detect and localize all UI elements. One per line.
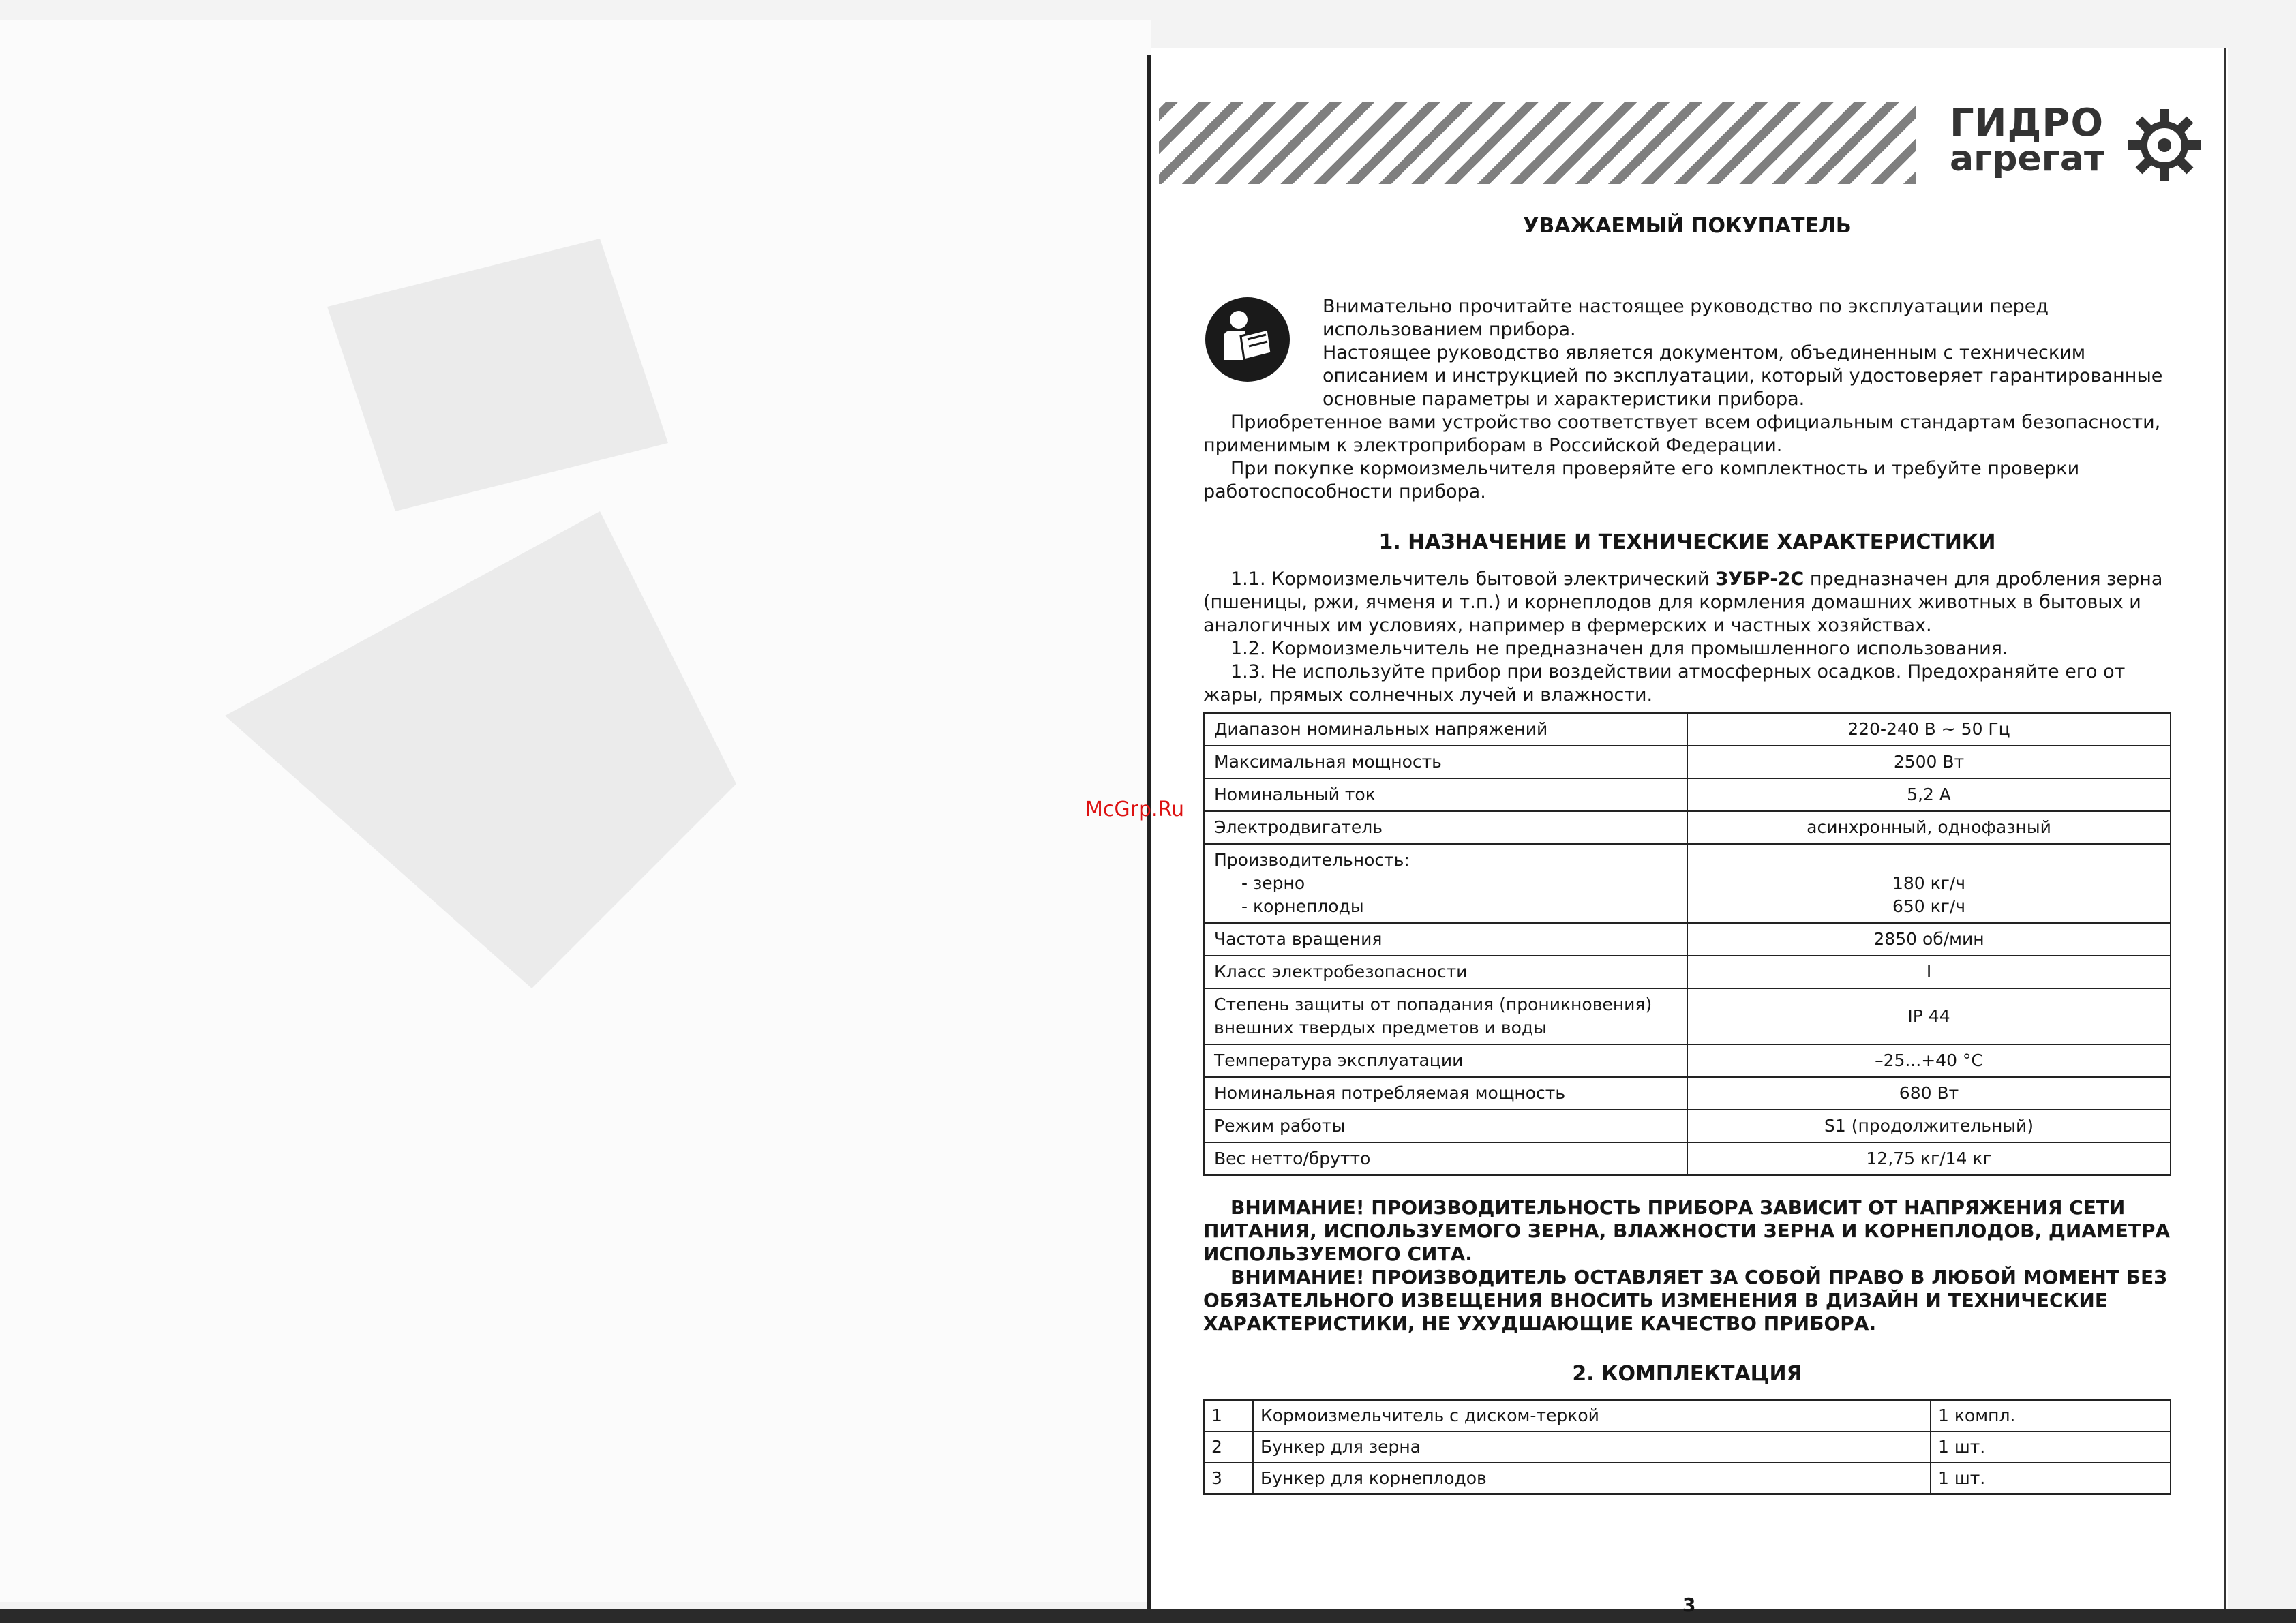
spec-value: 2500 Вт bbox=[1687, 746, 2171, 778]
section-1-para-3: 1.3. Не используйте прибор при воздействии атмосферных осадков. Предохраняйте его от жары, прямых солнечных лучей и влажности. bbox=[1203, 661, 2126, 706]
kit-item: Бункер для зерна bbox=[1253, 1431, 1931, 1463]
spec-label: Степень защиты от попадания (проникновения) внешних твердых предметов и воды bbox=[1204, 988, 1687, 1044]
scan-bottom-edge bbox=[0, 1609, 2296, 1623]
section-1-para-2: 1.2. Кормоизмельчитель не предназначен для промышленного использования. bbox=[1230, 638, 2008, 659]
spec-label: Диапазон номинальных напряжений bbox=[1204, 713, 1687, 746]
greeting-title: УВАЖАЕМЫЙ ПОКУПАТЕЛЬ bbox=[1523, 214, 1852, 238]
intro-paragraph-3: Приобретенное вами устройство соответствует всем официальным стандартам безопасности, применимым к электроприборам в Российской Федерации. bbox=[1203, 412, 2161, 456]
kit-qty: 1 шт. bbox=[1931, 1463, 2171, 1494]
kit-qty: 1 шт. bbox=[1931, 1431, 2171, 1463]
spec-label: Номинальный ток bbox=[1204, 778, 1687, 811]
page-number: 3 bbox=[1682, 1594, 1696, 1616]
spec-value bbox=[1687, 844, 2171, 923]
kit-table bbox=[1203, 1399, 2171, 1495]
para-1-text: 1.1. Кормоизмельчитель бытовой электрический bbox=[1230, 568, 1716, 590]
intro-block bbox=[1203, 247, 2171, 504]
brand-logo bbox=[1943, 101, 2161, 185]
table-row bbox=[1204, 713, 2171, 746]
intro-paragraph-1: Внимательно прочитайте настоящее руководство по эксплуатации перед использованием прибора. bbox=[1323, 296, 2049, 340]
warning-changes: ВНИМАНИЕ! ПРОИЗВОДИТЕЛЬ ОСТАВЛЯЕТ ЗА СОБОЙ ПРАВО В ЛЮБОЙ МОМЕНТ БЕЗ ОБЯЗАТЕЛЬНОГО ИЗВЕЩЕНИЯ ВНОСИТЬ ИЗМЕНЕНИЯ В ДИЗАЙН И ТЕХНИЧЕСКИЕ ХАРАКТЕРИСТИКИ, НЕ УХУДШАЮЩИЕ КАЧЕСТВО ПРИБОРА. bbox=[1203, 1266, 2168, 1335]
spec-value: 680 Вт bbox=[1687, 1077, 2171, 1110]
spec-label: Частота вращения bbox=[1204, 923, 1687, 956]
spec-sub-grain: - зерно bbox=[1241, 873, 1305, 893]
header-stripes bbox=[1159, 102, 1916, 184]
table-row bbox=[1204, 1142, 2171, 1175]
gear-icon bbox=[2127, 108, 2202, 183]
spec-value: 220-240 В ~ 50 Гц bbox=[1687, 713, 2171, 746]
section-1-title: 1. НАЗНАЧЕНИЕ И ТЕХНИЧЕСКИЕ ХАРАКТЕРИСТИКИ bbox=[1378, 530, 1996, 554]
spec-value: –25...+40 °С bbox=[1687, 1044, 2171, 1077]
warning-performance: ВНИМАНИЕ! ПРОИЗВОДИТЕЛЬНОСТЬ ПРИБОРА ЗАВИСИТ ОТ НАПРЯЖЕНИЯ СЕТИ ПИТАНИЯ, ИСПОЛЬЗУЕМОГО ЗЕРНА, ВЛАЖНОСТИ ЗЕРНА И КОРНЕПЛОДОВ, ДИАМЕТРА ИСПОЛЬЗУЕМОГО СИТА. bbox=[1203, 1196, 2171, 1265]
spec-label: Номинальная потребляемая мощность bbox=[1204, 1077, 1687, 1110]
table-row bbox=[1204, 1431, 2171, 1463]
spec-label: Вес нетто/брутто bbox=[1204, 1142, 1687, 1175]
spec-label-main: Производительность: bbox=[1214, 850, 1410, 870]
spec-label: Максимальная мощность bbox=[1204, 746, 1687, 778]
spec-value: 12,75 кг/14 кг bbox=[1687, 1142, 2171, 1175]
kit-qty: 1 компл. bbox=[1931, 1400, 2171, 1431]
spec-label bbox=[1204, 844, 1687, 923]
section-1-para-1 bbox=[1203, 568, 2171, 637]
model-name: ЗУБР-2С bbox=[1715, 568, 1804, 590]
table-row bbox=[1204, 778, 2171, 811]
table-row bbox=[1204, 1110, 2171, 1142]
para-1-text-rest: предназначен для дробления зерна (пшеницы, ржи, ячменя и т.п.) и корнеплодов для кормления домашних животных в бытовых и аналогичных им условиях, например в фермерских и частных хозяйствах. bbox=[1203, 568, 2163, 636]
spec-value-roots: 650 кг/ч bbox=[1892, 896, 1966, 916]
read-manual-icon bbox=[1203, 295, 1292, 384]
kit-number: 3 bbox=[1204, 1463, 1253, 1494]
logo-line2: агрегат bbox=[1950, 138, 2105, 179]
kit-item: Бункер для корнеплодов bbox=[1253, 1463, 1931, 1494]
watermark: McGrp.Ru bbox=[1085, 798, 1185, 821]
left-page-blank bbox=[0, 20, 1151, 1602]
page-edge bbox=[2224, 48, 2226, 1609]
spec-label: Режим работы bbox=[1204, 1110, 1687, 1142]
kit-number: 1 bbox=[1204, 1400, 1253, 1431]
spec-value: асинхронный, однофазный bbox=[1687, 811, 2171, 844]
section-2-title: 2. КОМПЛЕКТАЦИЯ bbox=[1572, 1362, 1802, 1386]
spec-label: Температура эксплуатации bbox=[1204, 1044, 1687, 1077]
intro-paragraph-4: При покупке кормоизмельчителя проверяйте его комплектность и требуйте проверки работоспособности прибора. bbox=[1203, 458, 2080, 502]
bleed-through-image bbox=[123, 102, 873, 1261]
logo-line1: ГИДРО bbox=[1950, 101, 2104, 145]
spec-value: 2850 об/мин bbox=[1687, 923, 2171, 956]
table-row bbox=[1204, 1400, 2171, 1431]
kit-item: Кормоизмельчитель с диском-теркой bbox=[1253, 1400, 1931, 1431]
table-row bbox=[1204, 1044, 2171, 1077]
table-row bbox=[1204, 746, 2171, 778]
specs-table bbox=[1203, 712, 2171, 1176]
spec-value: 5,2 А bbox=[1687, 778, 2171, 811]
table-row bbox=[1204, 1463, 2171, 1494]
spec-value-grain: 180 кг/ч bbox=[1892, 873, 1966, 893]
spec-value: I bbox=[1687, 956, 2171, 988]
table-row bbox=[1204, 923, 2171, 956]
kit-number: 2 bbox=[1204, 1431, 1253, 1463]
table-row bbox=[1204, 811, 2171, 844]
spec-label: Класс электробезопасности bbox=[1204, 956, 1687, 988]
spec-sub-roots: - корнеплоды bbox=[1241, 896, 1364, 916]
table-row bbox=[1204, 1077, 2171, 1110]
table-row bbox=[1204, 988, 2171, 1044]
spec-value: S1 (продолжительный) bbox=[1687, 1110, 2171, 1142]
table-row bbox=[1204, 844, 2171, 923]
manual-content bbox=[1203, 215, 2171, 1495]
intro-paragraph-2: Настоящее руководство является документом, объединенным с техническим описанием и инструкцией по эксплуатации, который удостоверяет гарантированные основные параметры и характеристики прибора. bbox=[1323, 342, 2163, 410]
spec-value: IP 44 bbox=[1687, 988, 2171, 1044]
table-row bbox=[1204, 956, 2171, 988]
spec-label: Электродвигатель bbox=[1204, 811, 1687, 844]
